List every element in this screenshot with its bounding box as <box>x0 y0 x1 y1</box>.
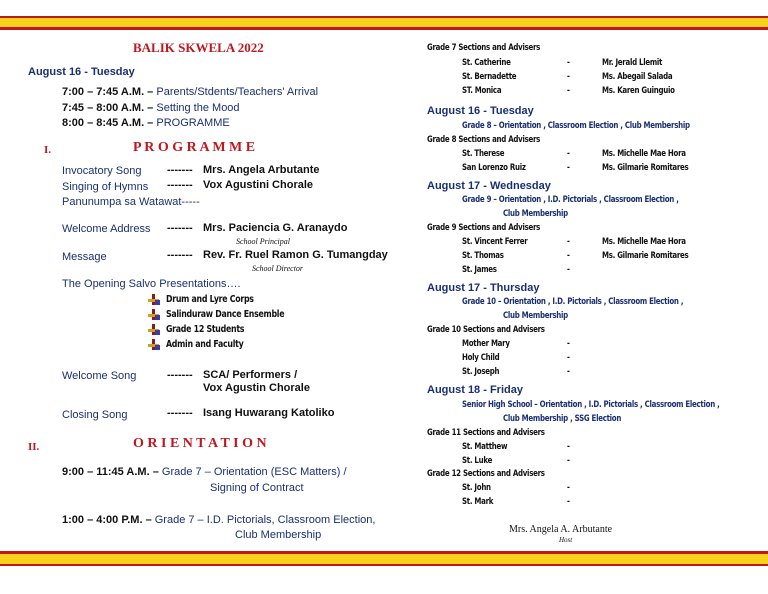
cross-bullet-icon <box>148 324 160 335</box>
schedule-row <box>62 102 240 114</box>
section-name: St. Vincent Ferrer <box>462 237 528 247</box>
g10-heading: Grade 10 Sections and Advisers <box>427 325 545 335</box>
welcome-song-dash: ------- <box>167 369 193 381</box>
section-name: St. John <box>462 483 491 493</box>
salvo-title: The Opening Salvo Presentations…. <box>62 278 241 290</box>
orientation-time: 9:00 – 11:45 A.M. – <box>62 466 159 478</box>
section-name: St. Thomas <box>462 251 504 261</box>
section-name: St. Luke <box>462 456 493 466</box>
orientation-event: Grade 7 – I.D. Pictorials, Classroom Election, <box>154 514 376 526</box>
program-subtitle: School Principal <box>236 237 290 246</box>
section-name: ST. Monica <box>462 86 502 96</box>
section-dash: - <box>567 86 570 96</box>
welcome-song-label: Welcome Song <box>62 370 137 382</box>
program-value: Vox Agustini Chorale <box>203 179 314 191</box>
g12-heading: Grade 12 Sections and Advisers <box>427 469 545 479</box>
program-label: Singing of Hymns <box>62 181 149 193</box>
orientation-time: 1:00 – 4:00 P.M. – <box>62 514 152 526</box>
host-name: Mrs. Angela A. Arbutante <box>509 524 613 535</box>
section-dash: - <box>567 265 570 275</box>
adviser-name: Ms. Gilmarie Romitares <box>602 251 689 261</box>
section-name: Mother Mary <box>462 339 510 349</box>
top-stripe-yellow <box>0 18 768 27</box>
program-label: Invocatory Song <box>62 165 142 177</box>
closing-song-dash: ------- <box>167 407 193 419</box>
bottom-stripe-yellow <box>0 554 768 564</box>
day2-desc-cont: Club Membership <box>503 209 568 219</box>
program-value: Rev. Fr. Ruel Ramon G. Tumangday <box>203 249 388 261</box>
section-dash: - <box>567 251 570 261</box>
day4-desc-cont: Club Membership , SSG Election <box>503 414 622 424</box>
host-title: Host <box>559 536 573 544</box>
section-name: St. Therese <box>462 149 505 159</box>
schedule-row <box>62 86 318 98</box>
program-label: Panunumpa sa Watawat----- <box>62 196 200 208</box>
day3-desc-cont: Club Membership <box>503 311 568 321</box>
adviser-name: Ms. Michelle Mae Hora <box>602 149 686 159</box>
section-name: St. Matthew <box>462 442 508 452</box>
section-name: St. Catherine <box>462 58 511 68</box>
salvo-item: Salinduraw Dance Ensemble <box>166 309 285 320</box>
section-name: San Lorenzo Ruiz <box>462 163 526 173</box>
program-dash: ------- <box>167 222 193 234</box>
adviser-name: Mr. Jerald Llemit <box>602 58 663 68</box>
day1-date: August 16 - Tuesday <box>427 105 534 117</box>
salvo-item: Admin and Faculty <box>166 339 244 350</box>
section-dash: - <box>567 72 570 82</box>
section1-number: I. <box>44 144 52 156</box>
cross-bullet-icon <box>148 339 160 350</box>
program-subtitle: School Director <box>252 264 304 273</box>
salvo-item: Drum and Lyre Corps <box>166 294 254 305</box>
section-dash: - <box>567 58 570 68</box>
section-name: St. Joseph <box>462 367 500 377</box>
page-title: BALIK SKWELA 2022 <box>133 40 264 55</box>
schedule-time: 7:45 – 8:00 A.M. – <box>62 102 154 114</box>
g9-heading: Grade 9 Sections and Advisers <box>427 223 541 233</box>
welcome-song-value-2: Vox Agustin Chorale <box>203 382 310 394</box>
program-label: Welcome Address <box>62 223 151 235</box>
section-name: St. Mark <box>462 497 494 507</box>
section-dash: - <box>567 442 570 452</box>
day3-desc: Grade 10 – Orientation , I.D. Pictorials , Classroom Election , <box>462 297 684 307</box>
adviser-name: Ms. Gilmarie Romitares <box>602 163 689 173</box>
day2-desc: Grade 9 – Orientation , I.D. Pictorials , Classroom Election , <box>462 195 679 205</box>
section2-title: O R I E N T A T I O N <box>133 436 267 451</box>
cross-bullet-icon <box>148 309 160 320</box>
g11-heading: Grade 11 Sections and Advisers <box>427 428 545 438</box>
section-dash: - <box>567 339 570 349</box>
day1-desc: Grade 8 – Orientation , Classroom Election , Club Membership <box>462 121 690 131</box>
orientation-event-cont: Signing of Contract <box>210 482 304 494</box>
day4-date: August 18 - Friday <box>427 384 523 396</box>
section-dash: - <box>567 367 570 377</box>
program-dash: ------- <box>167 164 193 176</box>
schedule-event: Setting the Mood <box>156 102 240 114</box>
section1-title: P R O G R A M M E <box>133 140 256 155</box>
closing-song-value: Isang Huwarang Katoliko <box>203 407 335 419</box>
program-label: Message <box>62 251 107 263</box>
section-name: St. James <box>462 265 497 275</box>
program-dash: ------- <box>167 179 193 191</box>
adviser-name: Ms. Karen Guinguio <box>602 86 675 96</box>
section2-number: II. <box>28 441 40 453</box>
cross-bullet-icon <box>148 294 160 305</box>
adviser-name: Ms. Abegail Salada <box>602 72 673 82</box>
section-dash: - <box>567 483 570 493</box>
orientation-event-cont: Club Membership <box>235 529 322 541</box>
schedule-event: PROGRAMME <box>156 117 230 129</box>
g7-heading: Grade 7 Sections and Advisers <box>427 43 541 53</box>
section-dash: - <box>567 497 570 507</box>
program-value: Mrs. Paciencia G. Aranaydo <box>203 222 348 234</box>
schedule-time: 8:00 – 8:45 A.M. – <box>62 117 154 129</box>
left-date-heading: August 16 - Tuesday <box>28 66 135 78</box>
section-dash: - <box>567 456 570 466</box>
section-name: St. Bernadette <box>462 72 517 82</box>
g8-heading: Grade 8 Sections and Advisers <box>427 135 541 145</box>
day3-date: August 17 - Thursday <box>427 282 540 294</box>
program-dash: ------- <box>167 249 193 261</box>
welcome-song-value: SCA/ Performers / <box>203 369 298 381</box>
day4-desc: Senior High School – Orientation , I.D. Pictorials , Classroom Election , <box>462 400 720 410</box>
top-stripe-red-2 <box>0 27 768 30</box>
bottom-stripe-red-2 <box>0 564 768 566</box>
orientation-row <box>62 466 347 478</box>
section-dash: - <box>567 353 570 363</box>
salvo-item: Grade 12 Students <box>166 324 245 335</box>
section-name: Holy Child <box>462 353 500 363</box>
schedule-time: 7:00 – 7:45 A.M. – <box>62 86 154 98</box>
orientation-event: Grade 7 – Orientation (ESC Matters) / <box>161 466 347 478</box>
schedule-event: Parents/Stdents/Teachers' Arrival <box>156 86 319 98</box>
section-dash: - <box>567 149 570 159</box>
program-value: Mrs. Angela Arbutante <box>203 164 320 176</box>
section-dash: - <box>567 237 570 247</box>
schedule-row <box>62 117 230 129</box>
day2-date: August 17 - Wednesday <box>427 180 551 192</box>
adviser-name: Ms. Michelle Mae Hora <box>602 237 686 247</box>
orientation-row <box>62 514 375 526</box>
section-dash: - <box>567 163 570 173</box>
closing-song-label: Closing Song <box>62 409 128 421</box>
